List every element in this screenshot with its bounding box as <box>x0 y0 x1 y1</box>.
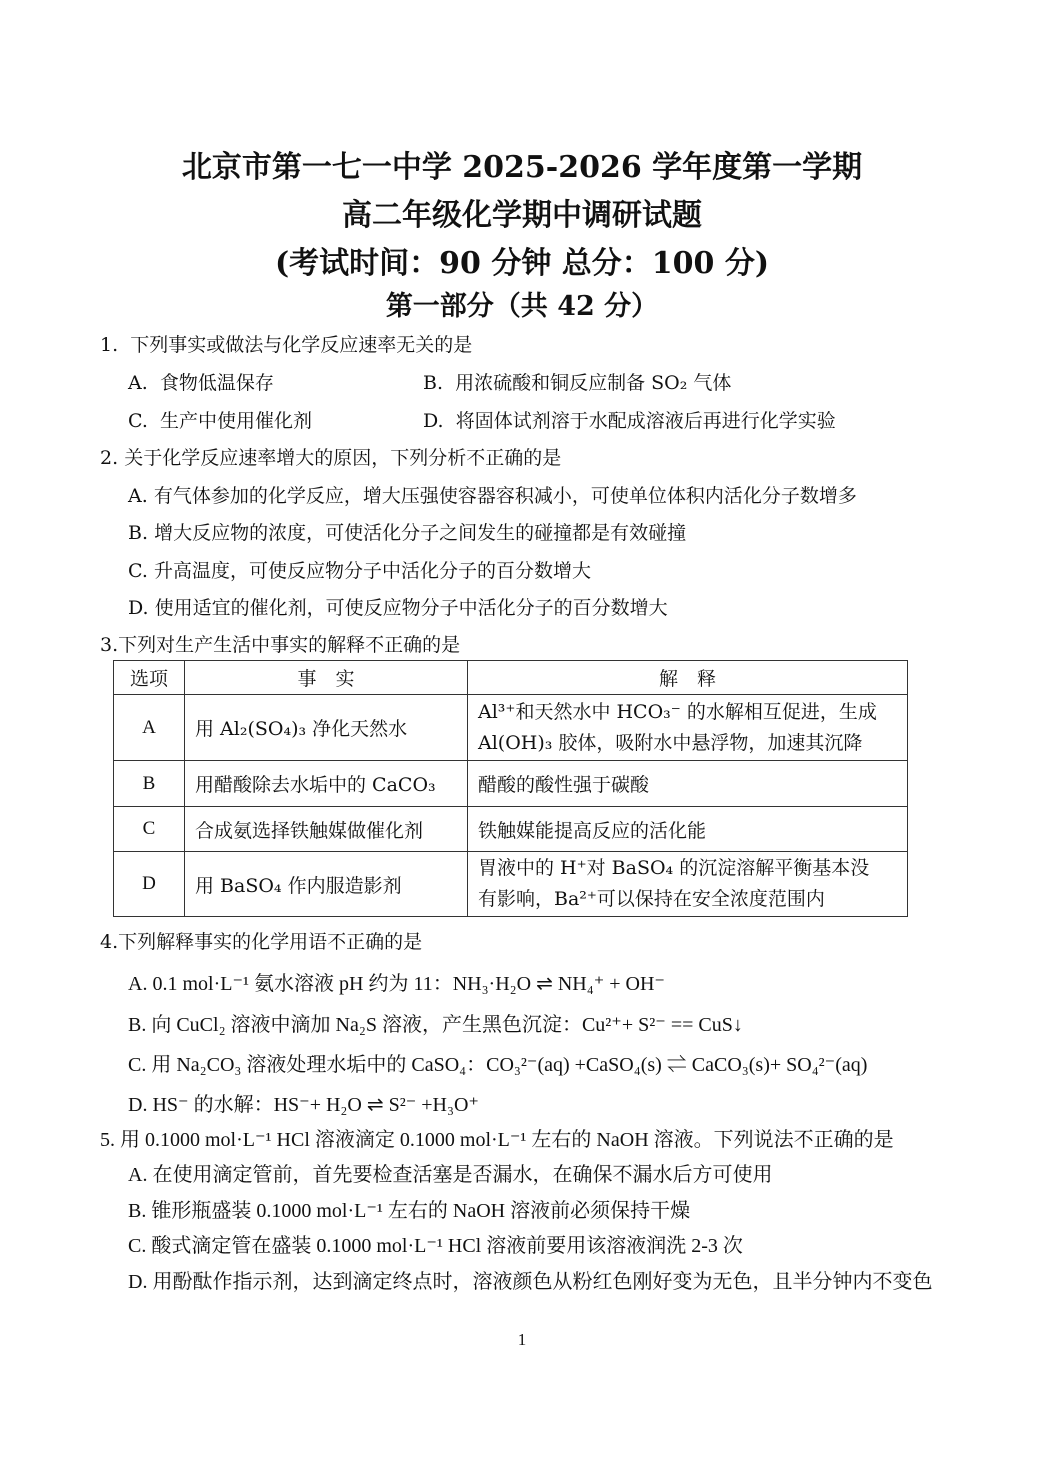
question-number: 4. <box>100 931 119 953</box>
option-text: 向 CuCl₂ 溶液中滴加 Na₂S 溶液，产生黑色沉淀：Cu²⁺+ S²⁻ == CuS↓ <box>151 1014 743 1036</box>
q2-option-a <box>128 481 857 508</box>
option-text: 使用适宜的催化剂，可使反应物分子中活化分子的百分数增大 <box>154 597 668 619</box>
row-option: C <box>114 807 185 852</box>
question-text: 下列事实或做法与化学反应速率无关的是 <box>130 334 473 356</box>
option-text: 用酚酞作指示剂，达到滴定终点时，溶液颜色从粉红色刚好变为无色，且半分钟内不变色 <box>152 1271 933 1293</box>
option-text: 生产中使用催化剂 <box>160 410 313 432</box>
question-number: 3. <box>100 634 119 656</box>
q1-option-c <box>128 406 312 433</box>
page-number: 1 <box>517 1330 527 1349</box>
option-text: 有气体参加的化学反应，增大压强使容器容积减小，可使单位体积内活化分子数增多 <box>153 485 857 507</box>
q1-option-a <box>128 368 274 395</box>
question-number: 1. <box>100 334 119 356</box>
question-number: 5. <box>100 1129 115 1151</box>
question-text: 下列对生产生活中事实的解释不正确的是 <box>118 634 461 656</box>
q2-option-c <box>128 556 591 583</box>
explanation-line: Al³⁺和天然水中 HCO₃⁻ 的水解相互促进，生成 <box>478 700 877 723</box>
row-fact: 合成氨选择铁触媒做催化剂 <box>185 807 468 852</box>
exam-title: 高二年级化学期中调研试题 <box>342 198 702 233</box>
option-label: C. <box>128 560 148 582</box>
question-3-table <box>113 660 908 917</box>
q1-option-d <box>423 406 836 433</box>
q2-option-d <box>128 593 668 620</box>
option-label: C. <box>128 410 148 432</box>
option-label: D. <box>423 410 444 432</box>
option-label: C. <box>128 1235 147 1257</box>
header-fact: 事 实 <box>185 661 468 695</box>
q4-option-c <box>128 1048 867 1077</box>
row-fact: 用醋酸除去水垢中的 CaCO₃ <box>185 761 468 807</box>
question-2-stem <box>100 443 561 470</box>
school-title: 北京市第一七一中学 2025-2026 学年度第一学期 <box>181 150 863 185</box>
option-text: 酸式滴定管在盛装 0.1000 mol·L⁻¹ HCl 溶液前要用该溶液润洗 2-3 次 <box>151 1235 743 1257</box>
option-text: 将固体试剂溶于水配成溶液后再进行化学实验 <box>455 410 836 432</box>
option-label: A. <box>128 1164 148 1186</box>
table-row <box>114 761 908 807</box>
option-label: B. <box>128 1200 147 1222</box>
row-explanation: 铁触媒能提高反应的活化能 <box>468 807 908 852</box>
question-1-stem <box>100 330 472 357</box>
option-label: D. <box>128 1271 148 1293</box>
q4-option-d <box>128 1088 479 1117</box>
row-fact: 用 BaSO₄ 作内服造影剂 <box>185 852 468 917</box>
row-explanation: 醋酸的酸性强于碳酸 <box>468 761 908 807</box>
q4-option-a <box>128 967 665 996</box>
row-fact: 用 Al₂(SO₄)₃ 净化天然水 <box>185 695 468 761</box>
row-option: D <box>114 852 185 917</box>
question-number: 2. <box>100 447 119 469</box>
option-label: A. <box>128 372 148 394</box>
header-option: 选项 <box>114 661 185 695</box>
option-label: D. <box>128 1094 148 1116</box>
option-label: C. <box>128 1054 147 1076</box>
q2-option-b <box>128 518 686 545</box>
explanation-line: 有影响，Ba²⁺可以保持在安全浓度范围内 <box>478 888 825 910</box>
section-title: 第一部分（共 42 分） <box>385 291 659 322</box>
option-text: 增大反应物的浓度，可使活化分子之间发生的碰撞都是有效碰撞 <box>154 522 687 544</box>
option-label: B. <box>423 372 444 394</box>
explanation-line: Al(OH)₃ 胶体，吸附水中悬浮物，加速其沉降 <box>478 731 863 754</box>
option-label: B. <box>128 522 149 544</box>
option-label: A. <box>128 973 148 995</box>
question-3-stem <box>100 630 460 657</box>
header-explanation: 解 释 <box>468 661 908 695</box>
option-text: 0.1 mol·L⁻¹ 氨水溶液 pH 约为 11：NH₃·H₂O ⇌ NH₄⁺ + OH⁻ <box>152 973 665 995</box>
question-text: 关于化学反应速率增大的原因，下列分析不正确的是 <box>124 447 562 469</box>
row-option: A <box>114 695 185 761</box>
option-text: 锥形瓶盛装 0.1000 mol·L⁻¹ 左右的 NaOH 溶液前必须保持干燥 <box>151 1200 691 1222</box>
row-explanation <box>468 695 908 761</box>
table-row <box>114 807 908 852</box>
question-text: 用 0.1000 mol·L⁻¹ HCl 溶液滴定 0.1000 mol·L⁻¹ 左右的 NaOH 溶液。下列说法不正确的是 <box>120 1129 894 1151</box>
q5-option-c <box>128 1229 743 1258</box>
row-option: B <box>114 761 185 807</box>
table-row <box>114 852 908 917</box>
option-text: 在使用滴定管前，首先要检查活塞是否漏水，在确保不漏水后方可使用 <box>152 1164 773 1186</box>
explanation-line: 胃液中的 H⁺对 BaSO₄ 的沉淀溶解平衡基本没 <box>478 857 870 879</box>
row-explanation <box>468 852 908 917</box>
table-header-row <box>114 661 908 695</box>
option-text: 食物低温保存 <box>159 372 274 394</box>
exam-info: (考试时间：90 分钟 总分：100 分) <box>274 246 770 281</box>
question-5-stem <box>100 1123 894 1152</box>
q5-option-b <box>128 1194 690 1223</box>
q5-option-d <box>128 1265 932 1294</box>
option-label: B. <box>128 1014 147 1036</box>
option-text: 用 Na₂CO₃ 溶液处理水垢中的 CaSO₄：CO₃²⁻(aq) +CaSO₄(s) ⇌ CaCO₃(s)+ SO₄²⁻(aq) <box>151 1054 868 1076</box>
option-label: D. <box>128 597 149 619</box>
option-text: 升高温度，可使反应物分子中活化分子的百分数增大 <box>153 560 591 582</box>
option-label: A. <box>128 485 148 507</box>
q1-option-b <box>423 368 731 395</box>
table-row <box>114 695 908 761</box>
q4-option-b <box>128 1008 743 1037</box>
question-text: 下列解释事实的化学用语不正确的是 <box>118 931 423 953</box>
option-text: 用浓硫酸和铜反应制备 SO₂ 气体 <box>455 372 732 394</box>
option-text: HS⁻ 的水解：HS⁻+ H₂O ⇌ S²⁻ +H₃O⁺ <box>152 1094 479 1116</box>
q5-option-a <box>128 1158 772 1187</box>
question-4-stem <box>100 927 422 954</box>
